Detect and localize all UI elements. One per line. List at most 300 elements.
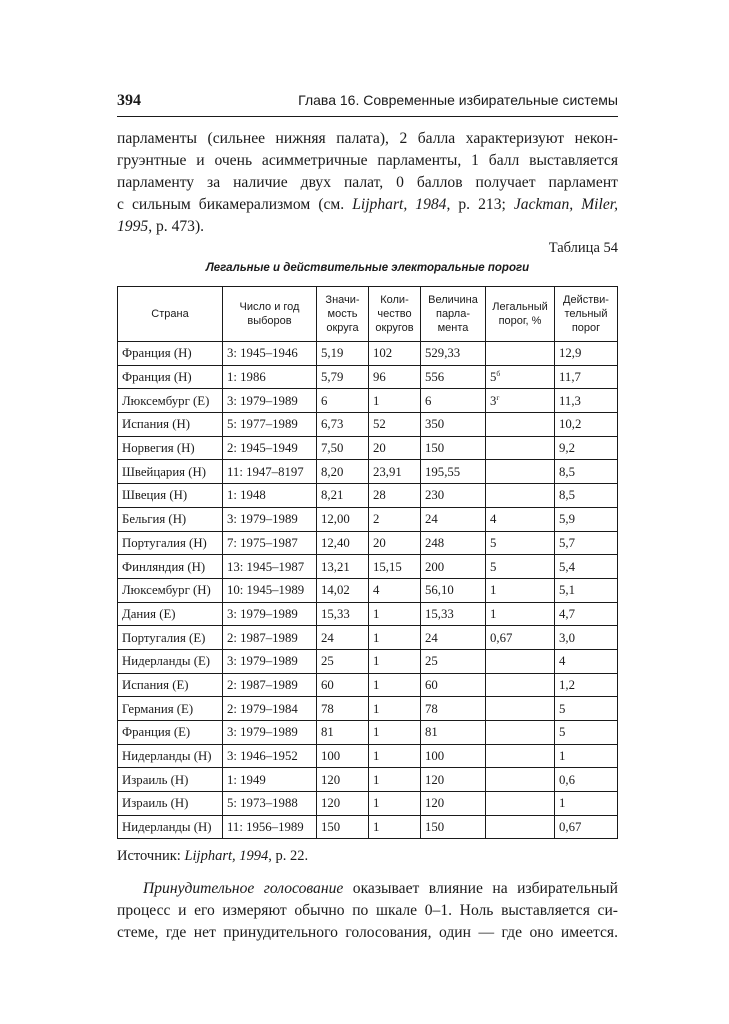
- cell-value: 2: 1987–1989: [227, 677, 298, 692]
- table-cell: [118, 815, 223, 839]
- table-cell: [421, 365, 486, 389]
- table-cell: [555, 649, 618, 673]
- cell-value: Нидерланды (Е): [122, 654, 211, 669]
- table-cell: [369, 342, 421, 366]
- cell-value: 5,1: [559, 583, 575, 598]
- cell-value: 13,21: [321, 559, 350, 574]
- table-cell: [486, 792, 555, 816]
- cell-value: 5,79: [321, 370, 344, 385]
- table-cell: [486, 389, 555, 413]
- table-cell: [369, 578, 421, 602]
- table-cell: [118, 792, 223, 816]
- table-cell: [486, 626, 555, 650]
- table-cell: [555, 555, 618, 579]
- table-row: [118, 531, 618, 555]
- table-cell: [223, 484, 317, 508]
- table-cell: [555, 342, 618, 366]
- cell-value: Люксембург (Н): [122, 583, 211, 598]
- cell-value: 5: [490, 559, 497, 574]
- closing-line: процесс и его измеряют обычно по шкале 0–1. Ноль выставляется си-: [117, 902, 618, 919]
- table-row: [118, 578, 618, 602]
- cell-value: 15,15: [373, 559, 402, 574]
- cell-value: 1: [559, 796, 566, 811]
- cell-value: 8,5: [559, 464, 575, 479]
- table-cell: [223, 792, 317, 816]
- cell-value: 6,73: [321, 417, 344, 432]
- cell-value: 13: 1945–1987: [227, 559, 305, 574]
- closing-line: [117, 878, 618, 900]
- table-cell: [369, 697, 421, 721]
- intro-line: парламенту за наличие двух палат, 0 баллов получает парламент: [117, 174, 618, 191]
- cell-value: Люксембург (Е): [122, 393, 210, 408]
- cell-value: 5,4: [559, 559, 575, 574]
- cell-value: 1: [373, 677, 380, 692]
- table-cell: [555, 744, 618, 768]
- cell-value: Бельгия (Н): [122, 512, 187, 527]
- table-cell: [223, 365, 317, 389]
- cell-value: 1: [373, 796, 380, 811]
- cell-value: 5,7: [559, 535, 575, 550]
- cell-value: 1,2: [559, 677, 575, 692]
- cell-value: Израиль (Н): [122, 796, 189, 811]
- cell-value: 81: [425, 725, 438, 740]
- table-cell: [555, 460, 618, 484]
- table-row: [118, 626, 618, 650]
- table-cell: [223, 649, 317, 673]
- table-cell: [555, 697, 618, 721]
- cell-value: 3: [490, 393, 497, 408]
- table-cell: [555, 365, 618, 389]
- table-cell: [118, 365, 223, 389]
- table-cell: [555, 484, 618, 508]
- table-row: [118, 555, 618, 579]
- footnote-marker: б: [496, 369, 501, 379]
- table-row: [118, 721, 618, 745]
- table-cell: [486, 507, 555, 531]
- cell-value: 1: 1948: [227, 488, 266, 503]
- cell-value: 5: [490, 370, 497, 385]
- table-cell: [118, 389, 223, 413]
- table-cell: [486, 413, 555, 437]
- cell-value: 102: [373, 346, 393, 361]
- cell-value: 60: [425, 677, 438, 692]
- column-header: Величина парла-мента: [421, 287, 486, 342]
- table-cell: [369, 673, 421, 697]
- table-cell: [223, 555, 317, 579]
- table-row: [118, 744, 618, 768]
- cell-value: 150: [425, 820, 445, 835]
- column-header: Коли-чество округов: [369, 287, 421, 342]
- cell-value: Испания (Н): [122, 417, 190, 432]
- table-cell: [317, 721, 369, 745]
- cell-value: 5: [559, 725, 566, 740]
- cell-value: 23,91: [373, 464, 402, 479]
- cell-value: Франция (Н): [122, 370, 192, 385]
- cell-value: 1: [373, 606, 380, 621]
- table-cell: [369, 413, 421, 437]
- table-cell: [317, 578, 369, 602]
- table-row: [118, 389, 618, 413]
- cell-value: 28: [373, 488, 386, 503]
- table-row: [118, 768, 618, 792]
- cell-value: 15,33: [425, 606, 454, 621]
- cell-value: 3: 1946–1952: [227, 749, 298, 764]
- table-cell: [118, 744, 223, 768]
- cell-value: 350: [425, 417, 445, 432]
- table-cell: [317, 697, 369, 721]
- cell-value: 5: [490, 535, 497, 550]
- table-row: [118, 460, 618, 484]
- table-cell: [421, 389, 486, 413]
- cell-value: 56,10: [425, 583, 454, 598]
- cell-value: 1: 1986: [227, 370, 266, 385]
- table-cell: [555, 507, 618, 531]
- cell-value: Франция (Е): [122, 725, 191, 740]
- column-header: Действи-тельный порог: [555, 287, 618, 342]
- table-cell: [486, 649, 555, 673]
- cell-value: Португалия (Е): [122, 630, 206, 645]
- cell-value: 8,20: [321, 464, 344, 479]
- cell-value: 3: 1979–1989: [227, 606, 298, 621]
- table-cell: [555, 815, 618, 839]
- cell-value: 150: [425, 441, 445, 456]
- cell-value: 120: [321, 796, 341, 811]
- table-cell: [317, 460, 369, 484]
- cell-value: 25: [321, 654, 334, 669]
- column-header: Число и год выборов: [223, 287, 317, 342]
- table-cell: [118, 578, 223, 602]
- column-header: Легальный порог, %: [486, 287, 555, 342]
- cell-value: 12,9: [559, 346, 582, 361]
- cell-value: 4: [373, 583, 380, 598]
- cell-value: 15,33: [321, 606, 350, 621]
- table-cell: [369, 626, 421, 650]
- table-cell: [223, 460, 317, 484]
- cell-value: 0,67: [559, 820, 582, 835]
- cell-value: Швеция (Н): [122, 488, 188, 503]
- table-row: [118, 507, 618, 531]
- table-cell: [486, 460, 555, 484]
- cell-value: 24: [425, 630, 438, 645]
- intro-text: , p. 213;: [446, 196, 514, 213]
- intro-line: [117, 194, 618, 216]
- table-cell: [118, 626, 223, 650]
- table-cell: [421, 673, 486, 697]
- cell-value: 100: [425, 749, 445, 764]
- table-cell: [369, 507, 421, 531]
- page-header: [117, 92, 618, 114]
- table-cell: [317, 555, 369, 579]
- table-row: [118, 342, 618, 366]
- cell-value: 8,5: [559, 488, 575, 503]
- cell-value: Швейцария (Н): [122, 464, 207, 479]
- table-cell: [555, 389, 618, 413]
- cell-value: Израиль (Н): [122, 772, 189, 787]
- citation: 1995: [117, 218, 149, 235]
- table-cell: [369, 602, 421, 626]
- cell-value: 11,7: [559, 370, 581, 385]
- table-cell: [555, 436, 618, 460]
- table-row: [118, 649, 618, 673]
- cell-value: 2: 1945–1949: [227, 441, 298, 456]
- table-title: Легальные и действительные электоральные пороги: [205, 262, 530, 274]
- cell-value: 529,33: [425, 346, 461, 361]
- intro-line: [117, 216, 618, 238]
- table-cell: [223, 413, 317, 437]
- cell-value: 1: 1949: [227, 772, 266, 787]
- footnote-marker: г: [496, 392, 500, 402]
- cell-value: 1: [373, 749, 380, 764]
- table-cell: [118, 531, 223, 555]
- cell-value: 5: [559, 701, 566, 716]
- table-cell: [369, 792, 421, 816]
- table-cell: [317, 484, 369, 508]
- table-cell: [317, 768, 369, 792]
- table-cell: [118, 673, 223, 697]
- table-cell: [486, 578, 555, 602]
- table-cell: [486, 768, 555, 792]
- table-cell: [223, 815, 317, 839]
- table-cell: [486, 744, 555, 768]
- cell-value: Финляндия (Н): [122, 559, 206, 574]
- source-suffix: , p. 22.: [268, 848, 309, 864]
- cell-value: 4,7: [559, 606, 575, 621]
- table-cell: [555, 602, 618, 626]
- table-cell: [486, 531, 555, 555]
- cell-value: Норвегия (Н): [122, 441, 195, 456]
- cell-value: 4: [559, 654, 566, 669]
- source-note: [117, 848, 308, 865]
- table-cell: [421, 815, 486, 839]
- table-cell: [223, 602, 317, 626]
- closing-text: оказывает влияние на избирательный: [343, 880, 618, 897]
- table-cell: [223, 389, 317, 413]
- cell-value: 1: [490, 583, 497, 598]
- cell-value: 20: [373, 535, 386, 550]
- table-cell: [317, 602, 369, 626]
- column-header: Значи-мость округа: [317, 287, 369, 342]
- cell-value: Германия (Е): [122, 701, 194, 716]
- cell-value: 1: [490, 606, 497, 621]
- table-cell: [555, 721, 618, 745]
- table-cell: [421, 602, 486, 626]
- page-number: 394: [117, 92, 141, 109]
- cell-value: 5,9: [559, 512, 575, 527]
- intro-paragraph: [117, 128, 618, 238]
- table-cell: [317, 815, 369, 839]
- table-cell: [421, 484, 486, 508]
- table-cell: [369, 484, 421, 508]
- cell-value: 3,0: [559, 630, 575, 645]
- table-cell: [486, 365, 555, 389]
- table-cell: [421, 507, 486, 531]
- intro-line: парламенты (сильнее нижняя палата), 2 балла характеризуют некон-: [117, 130, 618, 147]
- cell-value: 5: 1973–1988: [227, 796, 298, 811]
- cell-value: 6: [425, 393, 432, 408]
- closing-line: стеме, где нет принудительного голосования, один — где оно имеется.: [117, 924, 618, 941]
- cell-value: 2: 1987–1989: [227, 630, 298, 645]
- table-cell: [223, 673, 317, 697]
- citation: Jackman, Miler,: [513, 196, 619, 213]
- cell-value: 11: 1956–1989: [227, 820, 304, 835]
- table-cell: [317, 436, 369, 460]
- table-cell: [369, 815, 421, 839]
- cell-value: 81: [321, 725, 334, 740]
- cell-value: 3: 1979–1989: [227, 725, 298, 740]
- column-header: Страна: [118, 287, 223, 342]
- cell-value: 11: 1947–8197: [227, 464, 304, 479]
- table-row: [118, 413, 618, 437]
- table-cell: [555, 626, 618, 650]
- cell-value: Нидерланды (Н): [122, 749, 212, 764]
- table-cell: [118, 602, 223, 626]
- cell-value: 556: [425, 370, 445, 385]
- table-cell: [555, 768, 618, 792]
- intro-text: с сильным бикамерализмом (см.: [117, 196, 353, 213]
- cell-value: 2: [373, 512, 380, 527]
- table-cell: [421, 531, 486, 555]
- cell-value: 96: [373, 370, 386, 385]
- cell-value: Португалия (Н): [122, 535, 207, 550]
- table-cell: [421, 768, 486, 792]
- table-cell: [421, 721, 486, 745]
- cell-value: 1: [373, 393, 380, 408]
- table-cell: [223, 342, 317, 366]
- cell-value: 248: [425, 535, 445, 550]
- table-cell: [369, 436, 421, 460]
- cell-value: 230: [425, 488, 445, 503]
- table-cell: [421, 342, 486, 366]
- table-cell: [486, 697, 555, 721]
- cell-value: 8,21: [321, 488, 344, 503]
- cell-value: 3: 1979–1989: [227, 512, 298, 527]
- table-cell: [118, 721, 223, 745]
- table-row: [118, 673, 618, 697]
- table-cell: [369, 721, 421, 745]
- thresholds-table: [117, 286, 618, 839]
- cell-value: 10: 1945–1989: [227, 583, 305, 598]
- table-cell: [118, 436, 223, 460]
- cell-value: 150: [321, 820, 341, 835]
- table-cell: [317, 744, 369, 768]
- cell-value: 7: 1975–1987: [227, 535, 298, 550]
- table-cell: [118, 555, 223, 579]
- cell-value: 5: 1977–1989: [227, 417, 298, 432]
- table-label: Таблица 54: [548, 240, 618, 256]
- header-rule: [117, 116, 618, 117]
- table-cell: [421, 744, 486, 768]
- cell-value: 9,2: [559, 441, 575, 456]
- cell-value: 24: [425, 512, 438, 527]
- table-cell: [223, 697, 317, 721]
- table-cell: [421, 460, 486, 484]
- cell-value: 120: [425, 772, 445, 787]
- table-cell: [421, 697, 486, 721]
- cell-value: 78: [425, 701, 438, 716]
- table-cell: [317, 626, 369, 650]
- table-cell: [421, 578, 486, 602]
- table-cell: [369, 768, 421, 792]
- cell-value: 14,02: [321, 583, 350, 598]
- table-cell: [118, 460, 223, 484]
- table-cell: [118, 697, 223, 721]
- table-cell: [223, 436, 317, 460]
- cell-value: 3: 1979–1989: [227, 393, 298, 408]
- cell-value: 3: 1945–1946: [227, 346, 298, 361]
- table-row: [118, 792, 618, 816]
- cell-value: 100: [321, 749, 341, 764]
- cell-value: 6: [321, 393, 328, 408]
- cell-value: 120: [425, 796, 445, 811]
- table-cell: [317, 389, 369, 413]
- cell-value: 0,6: [559, 772, 575, 787]
- cell-value: 4: [490, 512, 497, 527]
- table-cell: [369, 460, 421, 484]
- table-cell: [369, 649, 421, 673]
- table-cell: [486, 555, 555, 579]
- cell-value: 1: [373, 654, 380, 669]
- table-cell: [118, 649, 223, 673]
- table-cell: [118, 768, 223, 792]
- cell-value: 3: 1979–1989: [227, 654, 298, 669]
- table-cell: [555, 673, 618, 697]
- source-citation: Lijphart, 1994: [184, 848, 269, 864]
- table-cell: [317, 413, 369, 437]
- table-cell: [369, 531, 421, 555]
- table-cell: [555, 413, 618, 437]
- cell-value: 12,40: [321, 535, 350, 550]
- citation: Lijphart, 1984: [352, 196, 447, 213]
- table-cell: [369, 555, 421, 579]
- cell-value: Франция (Н): [122, 346, 192, 361]
- table-cell: [223, 744, 317, 768]
- table-row: [118, 602, 618, 626]
- table-cell: [486, 673, 555, 697]
- table-cell: [486, 436, 555, 460]
- cell-value: 1: [373, 630, 380, 645]
- cell-value: 1: [373, 820, 380, 835]
- cell-value: 78: [321, 701, 334, 716]
- cell-value: 1: [559, 749, 566, 764]
- cell-value: 5,19: [321, 346, 344, 361]
- table-cell: [223, 768, 317, 792]
- cell-value: 1: [373, 772, 380, 787]
- closing-paragraph: [117, 878, 618, 944]
- table-cell: [486, 602, 555, 626]
- cell-value: 25: [425, 654, 438, 669]
- table-cell: [369, 744, 421, 768]
- table-cell: [486, 342, 555, 366]
- table-cell: [118, 507, 223, 531]
- table-cell: [317, 342, 369, 366]
- table-cell: [223, 721, 317, 745]
- term: Принудительное голосование: [143, 880, 344, 897]
- cell-value: Дания (Е): [122, 606, 176, 621]
- table-cell: [486, 815, 555, 839]
- cell-value: 7,50: [321, 441, 344, 456]
- cell-value: 1: [373, 701, 380, 716]
- table-cell: [317, 507, 369, 531]
- table-row: [118, 365, 618, 389]
- table-cell: [369, 365, 421, 389]
- cell-value: 10,2: [559, 417, 582, 432]
- cell-value: Испания (Е): [122, 677, 189, 692]
- table-row: [118, 815, 618, 839]
- cell-value: 1: [373, 725, 380, 740]
- cell-value: 11,3: [559, 393, 581, 408]
- cell-value: Нидерланды (Н): [122, 820, 212, 835]
- table-cell: [317, 365, 369, 389]
